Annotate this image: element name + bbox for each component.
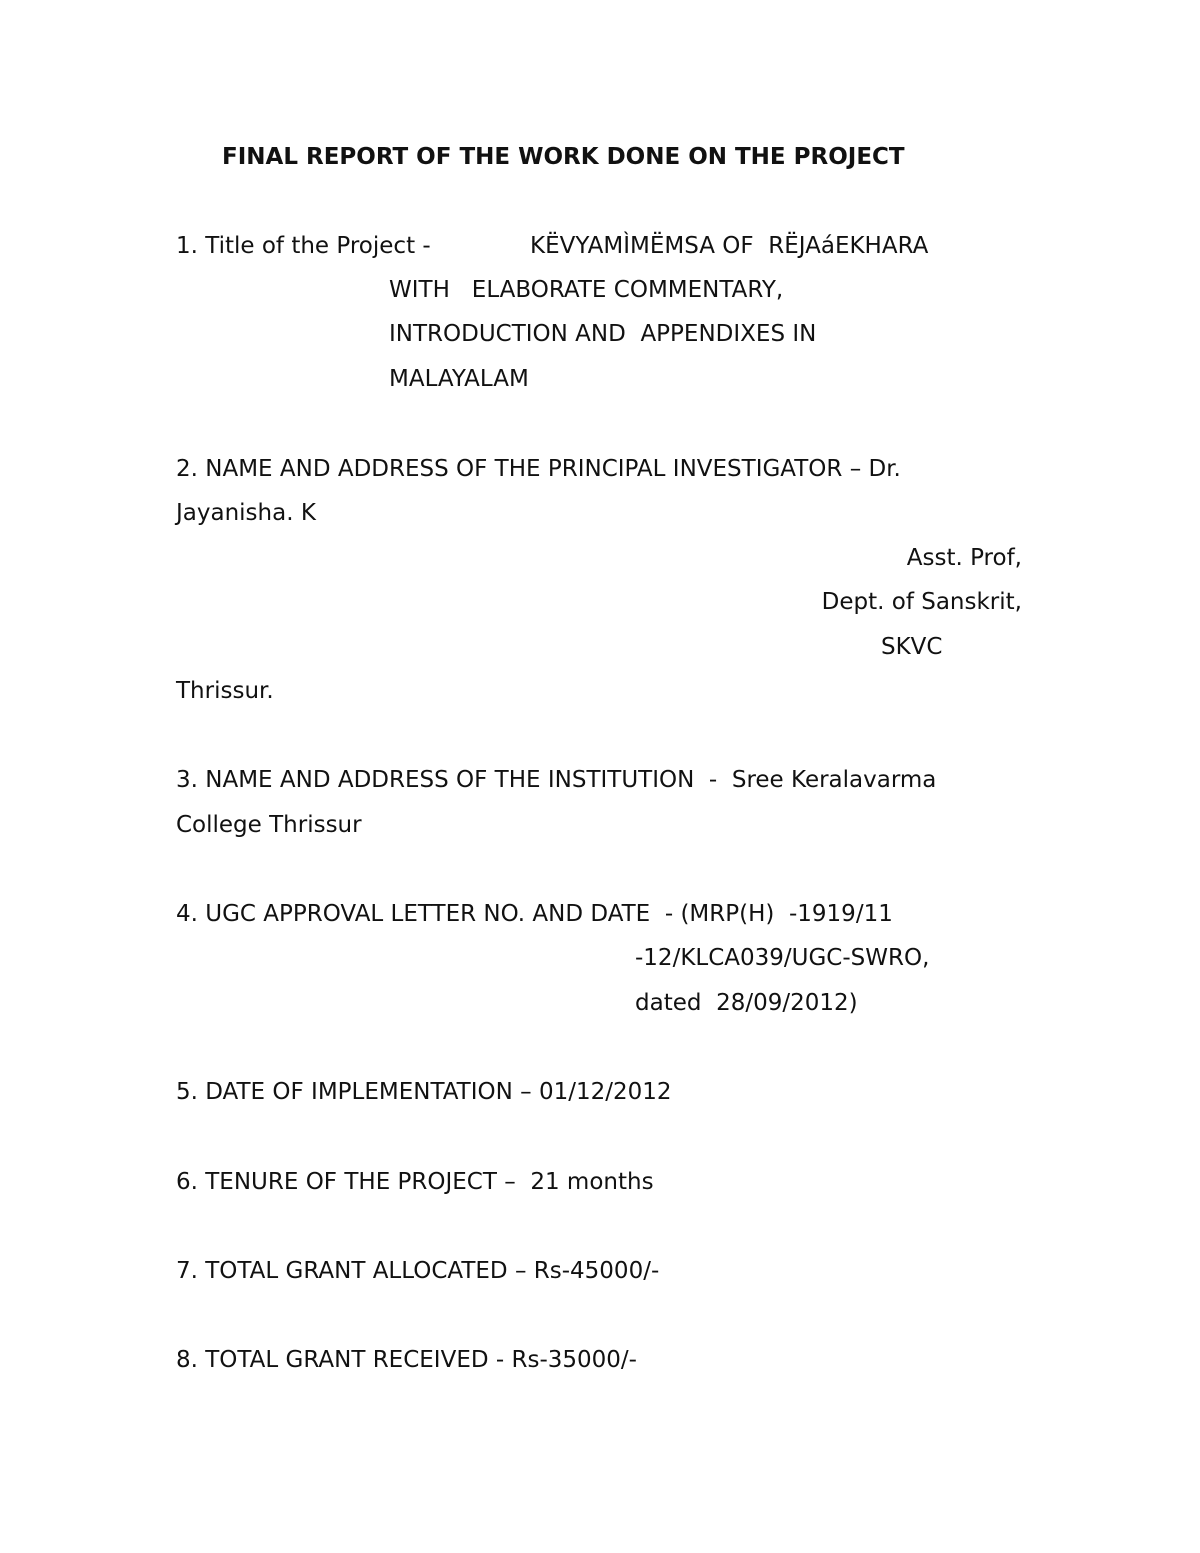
item3-line-1: 3. NAME AND ADDRESS OF THE INSTITUTION - Sree Keralavarma <box>176 767 937 793</box>
item1-value-line-2: WITH ELABORATE COMMENTARY, <box>389 277 784 303</box>
item1-value-line-1: KËVYAMÌMËMSA OF RËJAáEKHARA <box>530 233 929 259</box>
item2-address-college: SKVC <box>881 634 943 660</box>
item5: 5. DATE OF IMPLEMENTATION – 01/12/2012 <box>176 1079 672 1105</box>
document-title: FINAL REPORT OF THE WORK DONE ON THE PROJECT <box>222 144 905 170</box>
item4-line-1: 4. UGC APPROVAL LETTER NO. AND DATE - (MRP(H) -1919/11 <box>176 901 893 927</box>
item6: 6. TENURE OF THE PROJECT – 21 months <box>176 1169 654 1195</box>
item1-label: 1. Title of the Project - <box>176 233 431 259</box>
item7: 7. TOTAL GRANT ALLOCATED – Rs-45000/- <box>176 1258 660 1284</box>
item2-address-position: Asst. Prof, <box>906 545 1022 571</box>
item4-line-2: -12/KLCA039/UGC-SWRO, <box>635 945 930 971</box>
item8: 8. TOTAL GRANT RECEIVED - Rs-35000/- <box>176 1347 637 1373</box>
item2-line-1: 2. NAME AND ADDRESS OF THE PRINCIPAL INVESTIGATOR – Dr. <box>176 456 901 482</box>
item1-value-line-3: INTRODUCTION AND APPENDIXES IN <box>389 321 817 347</box>
item2-address-department: Dept. of Sanskrit, <box>821 589 1022 615</box>
item1-value-line-4: MALAYALAM <box>389 366 529 392</box>
item4-line-3: dated 28/09/2012) <box>635 990 858 1016</box>
item2-address-city: Thrissur. <box>176 678 274 704</box>
item2-line-2: Jayanisha. K <box>176 500 316 526</box>
item3-line-2: College Thrissur <box>176 812 362 838</box>
